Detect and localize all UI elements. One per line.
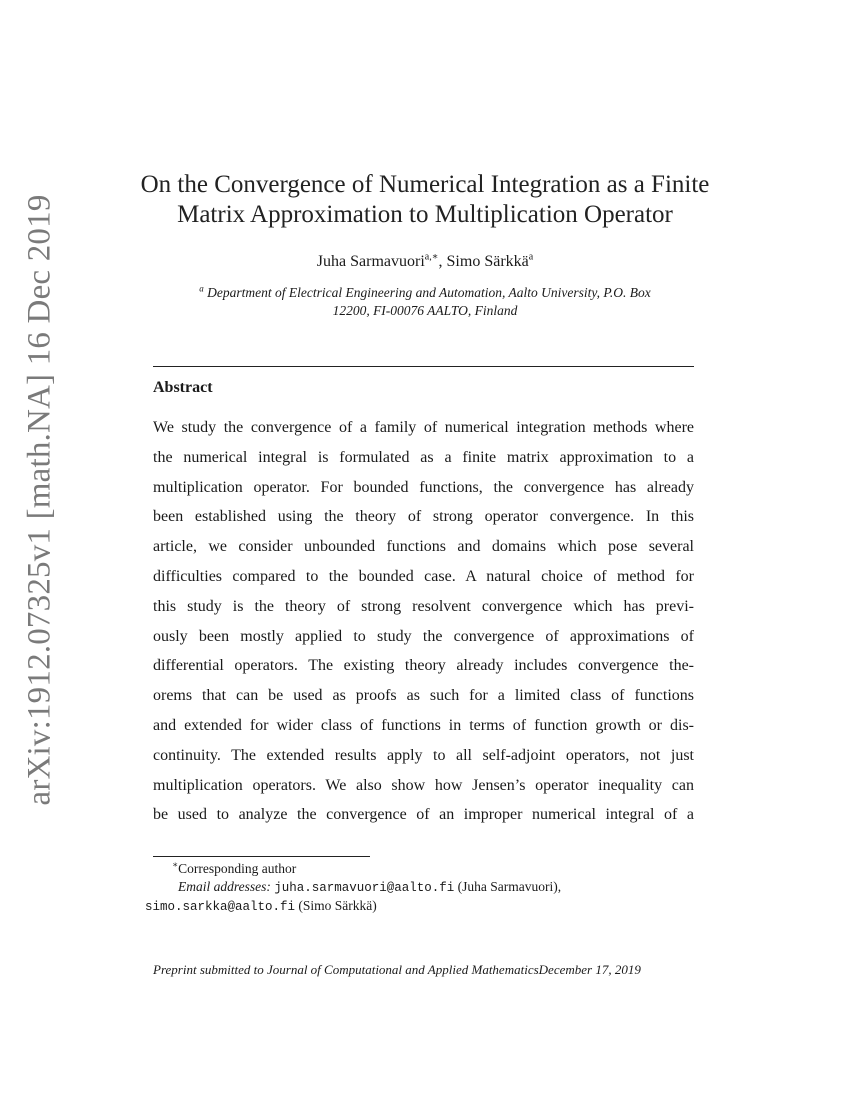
footnote-corresponding-text: Corresponding author xyxy=(178,861,297,876)
preprint-footer xyxy=(153,962,713,978)
affiliation xyxy=(150,284,700,320)
email-1-owner: (Juha Sarmavuori), xyxy=(454,879,562,894)
abstract-body xyxy=(153,413,694,830)
preprint-date: December 17, 2019 xyxy=(538,962,641,977)
abstract-line: article, we consider unbounded functions and domains which pose several xyxy=(153,538,694,556)
affiliation-mark: a xyxy=(199,283,204,294)
abstract-line: multiplication operator. For bounded functions, the convergence has already xyxy=(153,478,694,496)
preprint-journal: Preprint submitted to Journal of Computational and Applied Mathematics xyxy=(153,962,539,977)
abstract-line: and extended for wider class of functions in terms of function growth or dis- xyxy=(153,716,694,734)
abstract-line: We study the convergence of a family of numerical integration methods where xyxy=(153,419,694,436)
abstract-line: multiplication operators. We also show how Jensen’s operator inequality can xyxy=(153,776,694,794)
abstract-line: the numerical integral is formulated as a finite matrix approximation to a xyxy=(153,448,694,466)
title-line-1: On the Convergence of Numerical Integration as a Finite xyxy=(140,171,710,198)
footnote-emails-continued xyxy=(145,897,705,916)
abstract-line: ously been mostly applied to study the convergence of approximations of xyxy=(153,627,694,645)
abstract-line: orems that can be used as proofs as such for a limited class of functions xyxy=(153,687,694,705)
title-line-2: Matrix Approximation to Multiplication Operator xyxy=(177,201,673,228)
author-1-marks: a,∗ xyxy=(424,251,439,263)
affiliation-line-2: 12200, FI-00076 AALTO, Finland xyxy=(332,303,518,318)
footnotes xyxy=(145,860,705,916)
abstract-line: differential operators. The existing theory already includes convergence the- xyxy=(153,657,694,675)
abstract-line: continuity. The extended results apply to all self-adjoint operators, not just xyxy=(153,746,694,764)
footnote-emails xyxy=(145,878,705,897)
email-2-owner: (Simo Särkkä) xyxy=(295,898,377,913)
abstract-line: been established using the theory of strong operator convergence. In this xyxy=(153,508,694,526)
abstract-top-rule xyxy=(153,366,694,367)
footnote-corresponding xyxy=(145,860,705,878)
email-label: Email addresses: xyxy=(178,879,271,894)
author-separator: , xyxy=(438,253,447,270)
email-link-2[interactable]: simo.sarkka@aalto.fi xyxy=(145,900,296,914)
email-link-1[interactable]: juha.sarmavuori@aalto.fi xyxy=(274,881,455,895)
author-2-marks: a xyxy=(528,251,534,263)
paper-title xyxy=(120,170,730,230)
footnote-mark: ∗ xyxy=(172,859,179,870)
affiliation-line-1: Department of Electrical Engineering and Automation, Aalto University, P.O. Box xyxy=(203,285,651,300)
footnote-rule xyxy=(153,856,370,857)
author-1-name: Juha Sarmavuori xyxy=(316,253,425,270)
author-list xyxy=(120,252,730,272)
abstract-heading: Abstract xyxy=(153,379,213,396)
arxiv-identifier-text: arXiv:1912.07325v1 [math.NA] 16 Dec 2019 xyxy=(21,194,58,806)
abstract-line: be used to analyze the convergence of an improper numerical integral of a xyxy=(153,806,694,824)
abstract-line: this study is the theory of strong resolvent convergence which has previ- xyxy=(153,597,694,615)
abstract-line: difficulties compared to the bounded case. A natural choice of method for xyxy=(153,567,694,585)
author-2-name: Simo Särkkä xyxy=(446,253,529,270)
